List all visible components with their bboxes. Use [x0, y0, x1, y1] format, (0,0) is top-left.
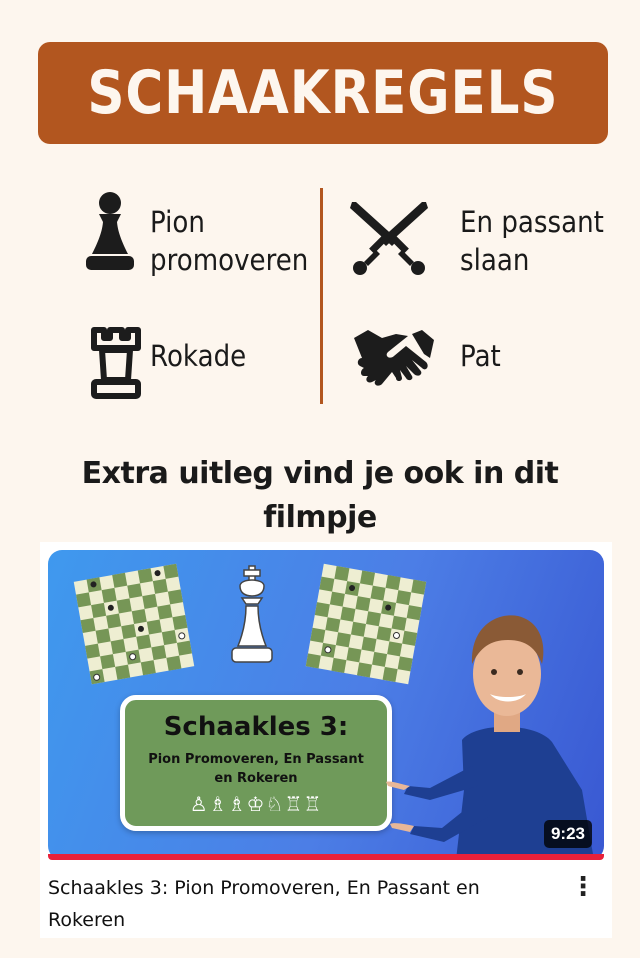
rule-label-pion-line2: promoveren	[150, 243, 309, 277]
rule-label-pion-line1: Pion	[150, 205, 205, 239]
lesson-subtitle-line2: en Rokeren	[214, 771, 298, 786]
video-thumbnail[interactable]	[48, 550, 604, 860]
rook-icon	[88, 326, 144, 400]
rule-label-rokade: Rokade	[150, 339, 247, 373]
lesson-title: Schaakles 3:	[163, 712, 349, 742]
crossed-swords-icon	[348, 200, 430, 276]
king-icon	[224, 564, 280, 666]
lesson-subtitle	[125, 750, 387, 788]
lesson-box	[120, 695, 392, 831]
more-options-icon[interactable]: ⋮	[570, 872, 596, 902]
page-title: SCHAAKREGELS	[87, 58, 559, 128]
pawn-icon	[82, 190, 138, 274]
handshake-icon	[352, 328, 436, 394]
video-card[interactable]	[40, 542, 612, 938]
rule-label-en-passant-line1: En passant	[460, 205, 604, 239]
video-progress-bar	[48, 854, 604, 860]
video-duration: 9:23	[544, 820, 592, 848]
video-title[interactable]: Schaakles 3: Pion Promoveren, En Passant en Rokeren	[48, 877, 480, 931]
subtitle-line1: Extra uitleg vind je ook in dit	[81, 456, 559, 491]
subtitle	[60, 452, 580, 540]
chess-pieces-row: ♙♗♗♔♘♖♖	[189, 792, 323, 816]
chessboard-left-icon	[70, 560, 198, 688]
rule-label-en-passant-line2: slaan	[460, 243, 530, 277]
lesson-subtitle-line1: Pion Promoveren, En Passant	[148, 752, 364, 767]
rule-label-pat: Pat	[460, 339, 501, 373]
divider	[320, 188, 323, 404]
title-banner	[38, 42, 608, 144]
subtitle-line2: filmpje	[263, 500, 377, 535]
